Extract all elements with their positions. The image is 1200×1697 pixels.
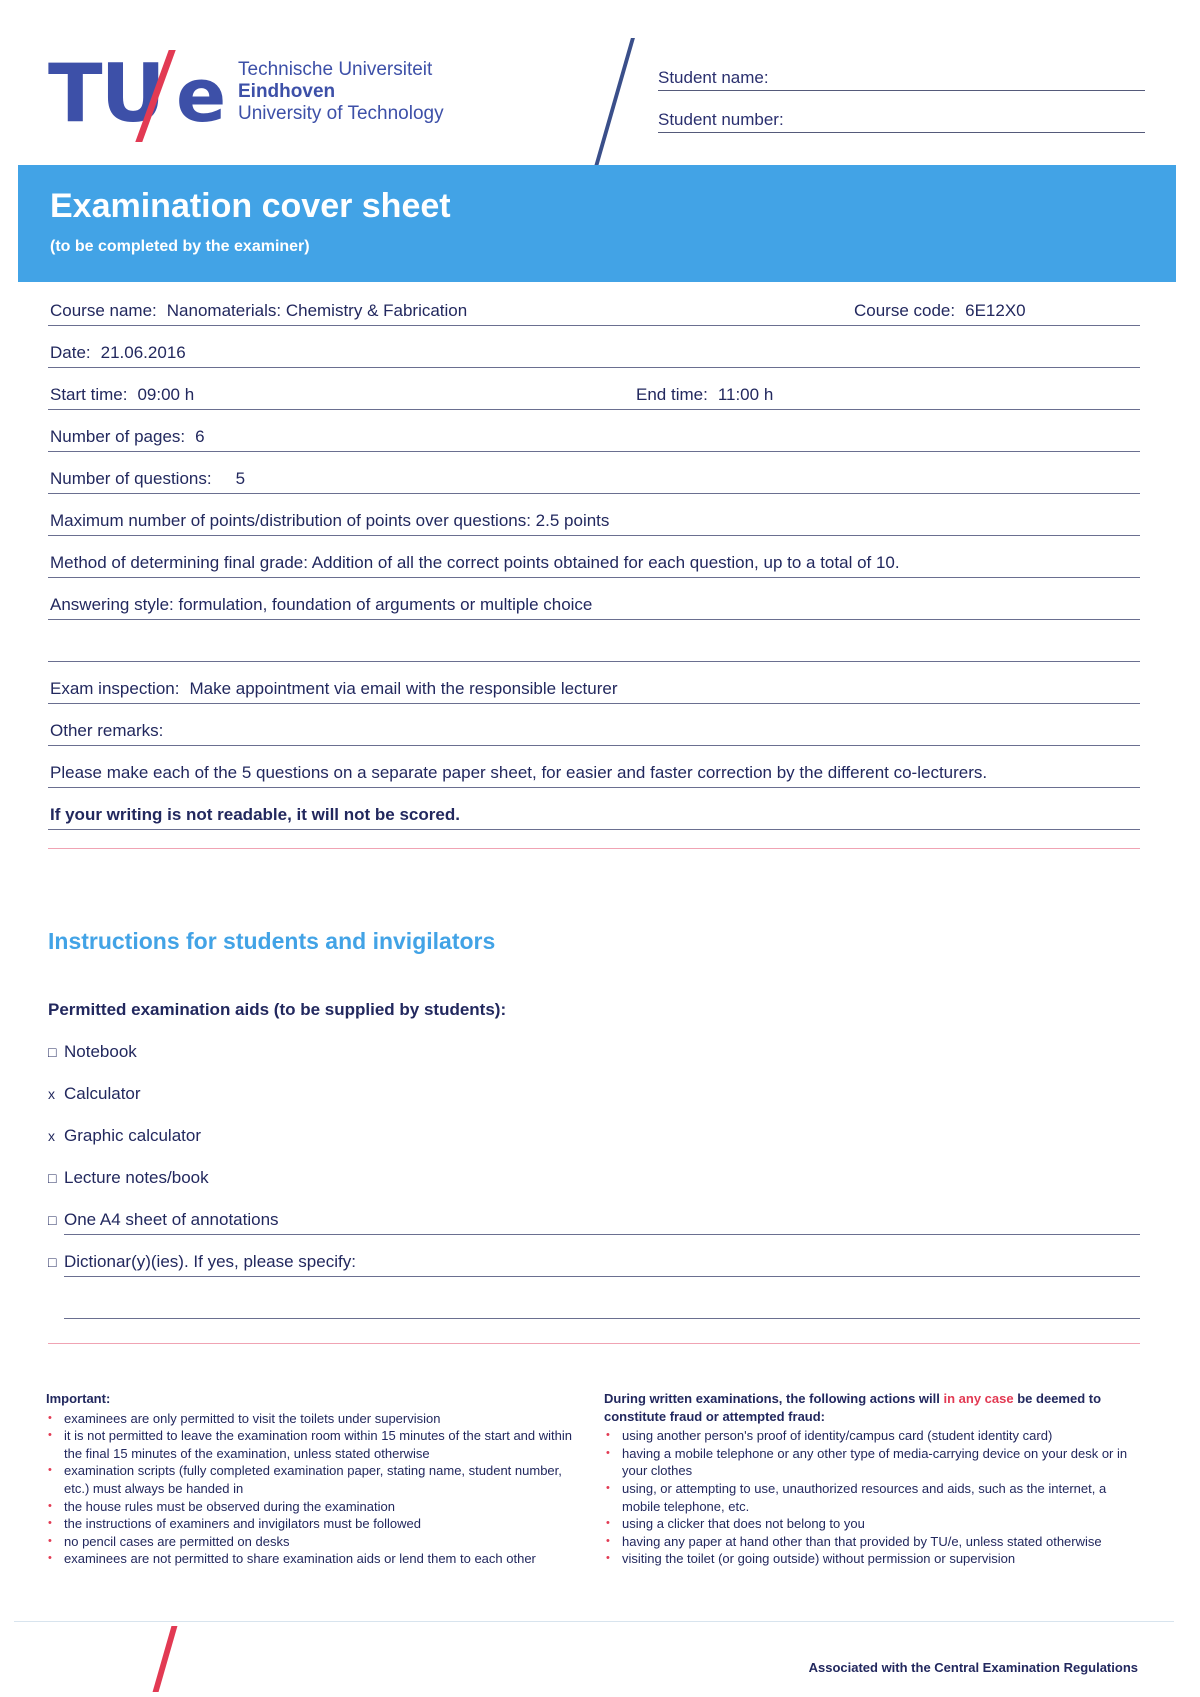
fraud-title-highlight: in any case — [943, 1391, 1014, 1406]
course-code-field — [854, 301, 1026, 321]
list-item: • the instructions of examiners and invigilators must be followed — [46, 1515, 586, 1533]
course-name-field — [50, 301, 467, 321]
answering-style-text: Answering style: formulation, foundation of arguments or multiple choice — [50, 595, 593, 614]
date-value: 21.06.2016 — [100, 343, 186, 362]
exam-inspection-row — [48, 670, 1140, 704]
date-field — [50, 343, 186, 363]
list-item: • visiting the toilet (or going outside) without permission or supervision — [604, 1550, 1140, 1568]
course-code-value: 6E12X0 — [965, 301, 1026, 320]
university-line2: Eindhoven — [238, 81, 336, 102]
list-item: • using another person's proof of identity/campus card (student identity card) — [604, 1427, 1140, 1445]
aid-label: Graphic calculator — [64, 1126, 202, 1145]
start-time-field — [50, 385, 194, 405]
fraud-title-part1: During written examinations, the following actions will — [604, 1391, 940, 1406]
dictionary-line-2 — [64, 1318, 1140, 1319]
course-code-label: Course code: — [854, 301, 956, 320]
exam-inspection-field — [50, 679, 618, 699]
pages-label: Number of pages: — [50, 427, 186, 446]
time-row — [48, 376, 1140, 410]
page-title: Examination cover sheet — [50, 187, 451, 225]
date-label: Date: — [50, 343, 91, 362]
section-divider — [48, 848, 1140, 849]
aid-label: One A4 sheet of annotations — [64, 1210, 279, 1229]
aid-label: Dictionar(y)(ies). If yes, please specify: — [64, 1252, 356, 1271]
list-item: • the house rules must be observed during the examination — [46, 1498, 586, 1516]
aid-item-graphic-calculator[interactable] — [48, 1126, 201, 1154]
student-name-field[interactable] — [658, 68, 1145, 91]
footer-divider — [14, 1621, 1174, 1622]
list-item: • it is not permitted to leave the examination room within 15 minutes of the start and within the final 15 minutes of the examination, unless stated otherwise — [46, 1427, 586, 1462]
aid-checkbox[interactable]: □ — [48, 1044, 57, 1060]
fraud-title — [604, 1390, 1140, 1425]
fraud-title-part2: be deemed to constitute fraud or attempted fraud: — [604, 1391, 1102, 1424]
list-item: • examinees are not permitted to share examination aids or lend them to each other — [46, 1550, 586, 1568]
pages-value: 6 — [195, 427, 205, 446]
questions-value: 5 — [235, 469, 246, 488]
list-item: • using a clicker that does not belong to you — [604, 1515, 1140, 1533]
aid-checkbox[interactable]: □ — [48, 1212, 57, 1228]
aid-item-notebook[interactable] — [48, 1042, 137, 1070]
list-item: • having a mobile telephone or any other type of media-carrying device on your desk or in your clothes — [604, 1445, 1140, 1480]
remark-row-2 — [48, 796, 1140, 830]
page-subtitle: (to be completed by the examiner) — [50, 238, 310, 255]
dictionary-line — [64, 1276, 1140, 1277]
aid-checkbox[interactable]: x — [48, 1128, 55, 1144]
aid-checkbox[interactable]: x — [48, 1086, 55, 1102]
max-points-row — [48, 502, 1140, 536]
list-item: • no pencil cases are permitted on desks — [46, 1533, 586, 1551]
aid-a4-line — [64, 1234, 1140, 1235]
logo-mark-e: e — [176, 53, 227, 139]
questions-label: Number of questions: — [50, 469, 212, 488]
list-item: • using, or attempting to use, unauthorized resources and aids, such as the internet, a mobile telephone, etc. — [604, 1480, 1140, 1515]
instructions-title: Instructions for students and invigilators — [48, 928, 496, 954]
aid-item-lecture-notes[interactable] — [48, 1168, 209, 1196]
aids-title: Permitted examination aids (to be supplied by students): — [48, 1000, 507, 1019]
aid-label: Lecture notes/book — [64, 1168, 209, 1187]
other-remarks-label: Other remarks: — [50, 721, 164, 740]
important-list — [46, 1410, 586, 1568]
cover-sheet-banner — [18, 165, 1176, 282]
pages-field — [50, 427, 205, 447]
answering-style-row — [48, 586, 1140, 620]
remark-row-1 — [48, 754, 1140, 788]
aid-item-calculator[interactable] — [48, 1084, 141, 1112]
footer-text: Associated with the Central Examination Regulations — [808, 1660, 1138, 1675]
aid-checkbox[interactable]: □ — [48, 1170, 57, 1186]
exam-inspection-value: Make appointment via email with the responsible lecturer — [189, 679, 618, 698]
exam-inspection-label: Exam inspection: — [50, 679, 180, 698]
questions-row — [48, 460, 1140, 494]
aid-checkbox[interactable]: □ — [48, 1254, 57, 1270]
method-text: Method of determining final grade: Addition of all the correct points obtained for each question, up to a total of 10. — [50, 553, 900, 572]
list-item: • having any paper at hand other than that provided by TU/e, unless stated otherwise — [604, 1533, 1140, 1551]
student-number-field[interactable] — [658, 110, 1145, 133]
fraud-section — [604, 1390, 1140, 1568]
date-row — [48, 334, 1140, 368]
list-item: • examinees are only permitted to visit the toilets under supervision — [46, 1410, 586, 1428]
course-name-value: Nanomaterials: Chemistry & Fabrication — [166, 301, 468, 320]
student-name-label: Student name: — [658, 68, 769, 87]
remark-line-1: Please make each of the 5 questions on a separate paper sheet, for easier and faster correction by the different co-lecturers. — [50, 763, 988, 782]
important-title: Important: — [46, 1391, 111, 1406]
questions-field — [50, 469, 245, 489]
instructions-divider — [48, 1343, 1140, 1344]
blank-row — [48, 628, 1140, 662]
other-remarks-row — [48, 712, 1140, 746]
course-name-label: Course name: — [50, 301, 157, 320]
end-time-field — [636, 385, 773, 405]
aid-label: Calculator — [64, 1084, 141, 1103]
remark-line-2: If your writing is not readable, it will not be scored. — [50, 805, 460, 824]
fraud-list — [604, 1427, 1140, 1568]
method-row — [48, 544, 1140, 578]
course-row — [48, 292, 1140, 326]
end-time-value: 11:00 h — [717, 385, 774, 404]
end-time-label: End time: — [636, 385, 708, 404]
pages-row — [48, 418, 1140, 452]
aid-label: Notebook — [64, 1042, 137, 1061]
footer-slash-icon — [153, 1626, 178, 1692]
max-points-text: Maximum number of points/distribution of points over questions: 2.5 points — [50, 511, 610, 530]
university-line1: Technische Universiteit — [238, 59, 433, 80]
logo-mark-tu: TU — [48, 47, 164, 140]
start-time-value: 09:00 h — [137, 385, 195, 404]
list-item: • examination scripts (fully completed examination paper, stating name, student number, etc.) must always be handed in — [46, 1462, 586, 1497]
university-line3: University of Technology — [238, 103, 444, 124]
important-section — [46, 1390, 586, 1568]
university-name — [238, 59, 444, 125]
start-time-label: Start time: — [50, 385, 128, 404]
header-slash-icon — [593, 38, 635, 170]
student-number-label: Student number: — [658, 110, 784, 129]
